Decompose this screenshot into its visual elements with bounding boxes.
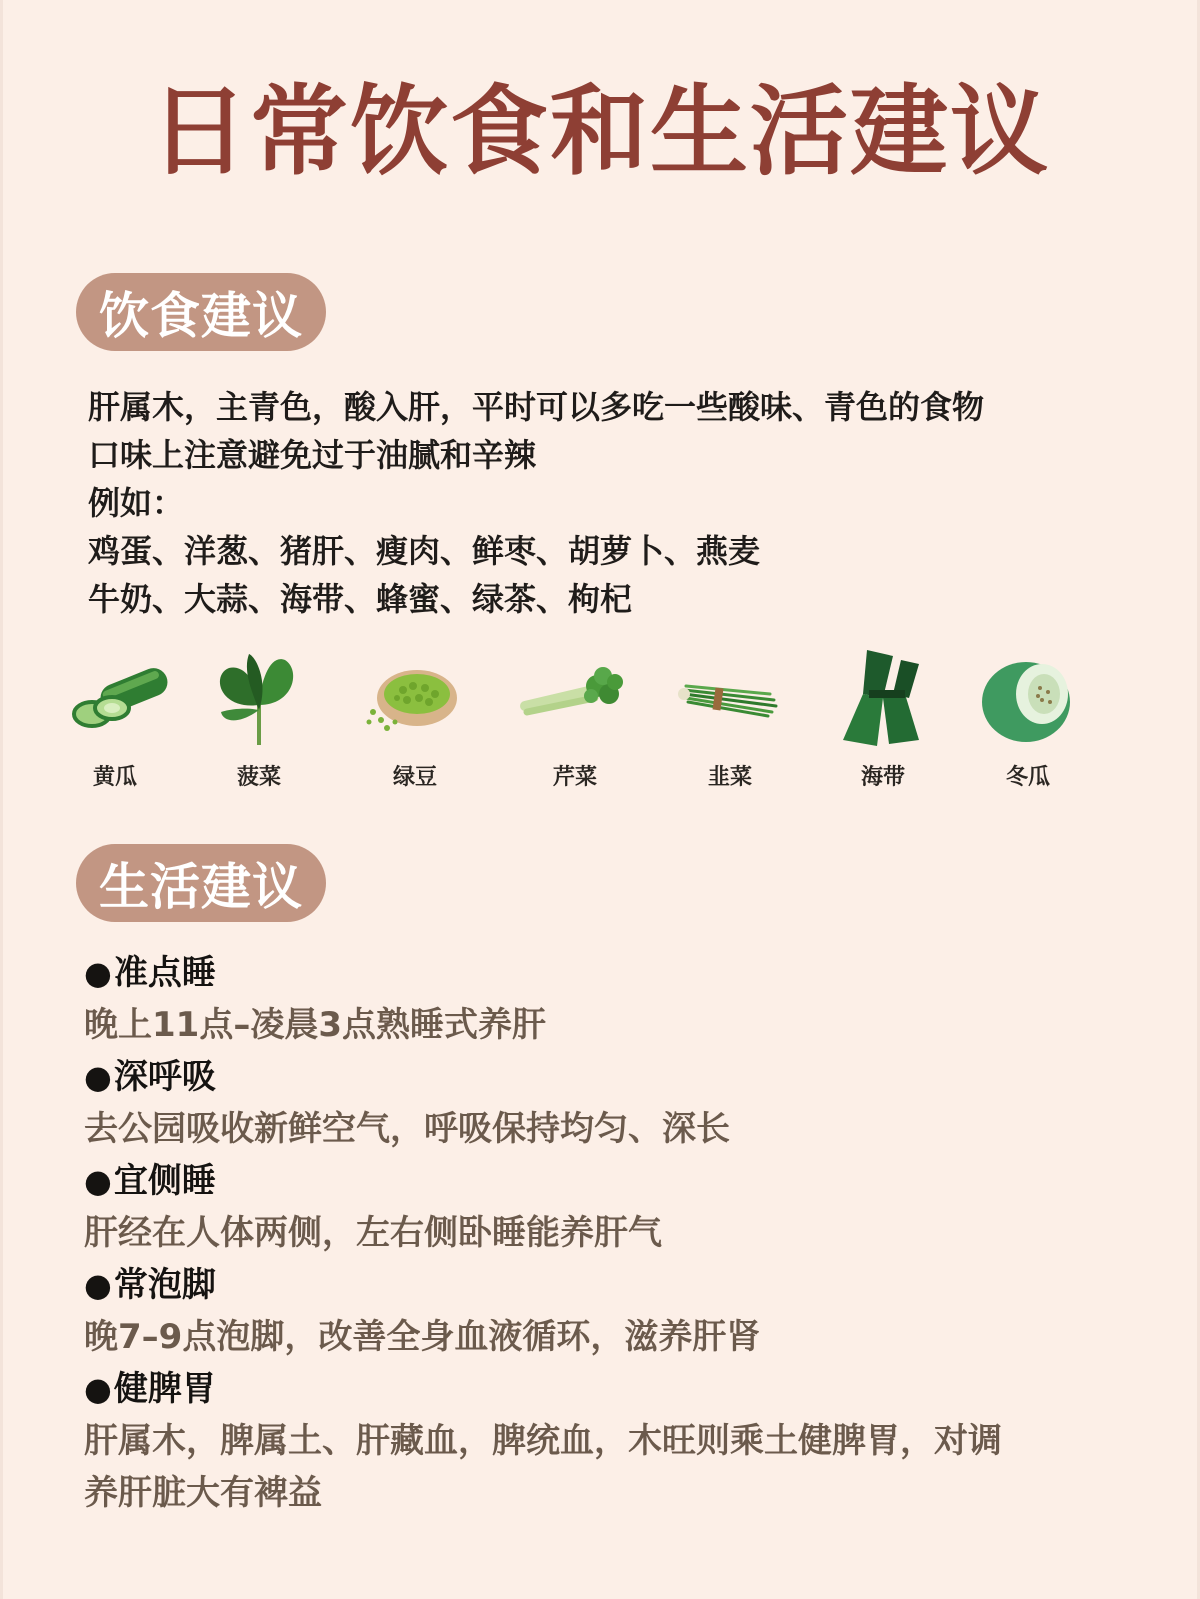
cucumber-icon — [55, 650, 175, 750]
diet-line: 鸡蛋、洋葱、猪肝、瘦肉、鲜枣、胡萝卜、燕麦 — [88, 532, 761, 570]
list-item — [84, 1051, 1164, 1155]
vegetable-label: 冬瓜 — [1005, 765, 1050, 790]
list-item — [84, 1259, 1164, 1363]
bullet-icon: ● — [84, 1162, 112, 1200]
list-item — [84, 947, 1164, 1051]
vegetable-label: 绿豆 — [392, 765, 437, 790]
vegetable-label: 韭菜 — [707, 765, 752, 790]
advice-description: 晚7–9点泡脚，改善全身血液循环，滋养肝肾 — [84, 1317, 761, 1357]
vegetable-row — [60, 650, 1120, 800]
kelp-icon — [823, 650, 943, 750]
page-title: 日常饮食和生活建议 — [149, 75, 1050, 189]
chive-icon — [670, 650, 790, 750]
vegetable-item-winter-melon — [968, 650, 1088, 800]
vegetable-label: 黄瓜 — [92, 765, 137, 790]
diet-line: 口味上注意避免过于油腻和辛辣 — [88, 436, 537, 474]
spinach-icon — [199, 650, 319, 750]
mung-bean-icon — [355, 650, 475, 750]
bullet-icon: ● — [84, 1370, 112, 1408]
advice-title: ●健脾胃 — [84, 1369, 216, 1409]
vegetable-item-chive — [670, 650, 790, 800]
advice-description-continued: 养肝脏大有裨益 — [84, 1473, 322, 1513]
advice-description: 晚上11点–凌晨3点熟睡式养肝 — [84, 1005, 546, 1045]
life-section-heading: 生活建议 — [76, 844, 326, 922]
advice-title: ●常泡脚 — [84, 1265, 216, 1305]
advice-title: ●深呼吸 — [84, 1057, 216, 1097]
vegetable-item-celery — [515, 650, 635, 800]
advice-description: 肝经在人体两侧，左右侧卧睡能养肝气 — [84, 1213, 662, 1253]
diet-line: 牛奶、大蒜、海带、蜂蜜、绿茶、枸杞 — [88, 580, 633, 618]
advice-title: ●宜侧睡 — [84, 1161, 216, 1201]
bullet-icon: ● — [84, 954, 112, 992]
diet-text-block — [88, 383, 1148, 623]
advice-description: 去公园吸收新鲜空气，呼吸保持均匀、深长 — [84, 1109, 730, 1149]
diet-section-heading: 饮食建议 — [76, 273, 326, 351]
vegetable-item-kelp — [823, 650, 943, 800]
vegetable-label: 芹菜 — [552, 765, 597, 790]
vegetable-item-spinach — [199, 650, 319, 800]
diet-line: 例如： — [88, 484, 185, 522]
advice-title: ●准点睡 — [84, 953, 216, 993]
bullet-icon: ● — [84, 1266, 112, 1304]
vegetable-item-cucumber — [55, 650, 175, 800]
list-item — [84, 1155, 1164, 1259]
vegetable-label: 海带 — [860, 765, 905, 790]
life-advice-list — [84, 947, 1164, 1519]
vegetable-label: 菠菜 — [236, 765, 281, 790]
celery-icon — [515, 650, 635, 750]
advice-description: 肝属木，脾属土、肝藏血，脾统血，木旺则乘土健脾胃，对调 — [84, 1421, 1002, 1461]
bullet-icon: ● — [84, 1058, 112, 1096]
diet-line: 肝属木，主青色，酸入肝，平时可以多吃一些酸味、青色的食物 — [88, 388, 985, 426]
vegetable-item-mung-bean — [355, 650, 475, 800]
winter-melon-icon — [968, 650, 1088, 750]
list-item — [84, 1363, 1164, 1519]
